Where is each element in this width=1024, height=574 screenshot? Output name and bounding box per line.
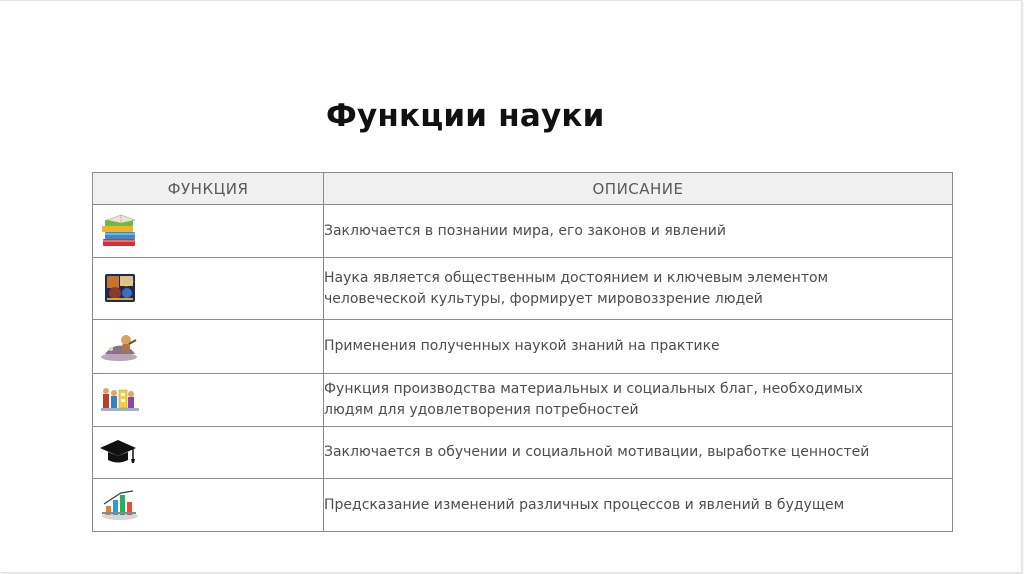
- graduation-cap-icon: [98, 437, 138, 469]
- function-cell: [93, 320, 324, 374]
- header-function: ФУНКЦИЯ: [93, 173, 324, 205]
- description-line: людям для удовлетворения потребностей: [324, 402, 639, 418]
- forecast-chart-icon: [99, 488, 141, 522]
- description-line: Предсказание изменений различных процессов и явлений в будущем: [324, 496, 845, 513]
- description-line: Заключается в познании мира, его законов и явлений: [324, 222, 726, 239]
- function-cell: [93, 205, 324, 258]
- function-cell: [93, 427, 324, 479]
- description-cell: [324, 320, 953, 374]
- description-cell: [324, 374, 953, 427]
- culture-collage-icon: [103, 271, 145, 307]
- description-cell: [324, 427, 953, 479]
- books-icon: [99, 213, 141, 249]
- description-cell: [324, 258, 953, 320]
- description-line: Заключается в обучении и социальной мотивации, выработке ценностей: [324, 444, 870, 460]
- description-line: Функция производства материальных и социальных благ, необходимых: [324, 381, 863, 397]
- description-cell: [324, 205, 953, 258]
- description-line: Наука является общественным достоянием и ключевым элементом: [324, 269, 829, 286]
- table-row: [93, 479, 953, 532]
- function-cell: [93, 258, 324, 320]
- function-cell: [93, 479, 324, 532]
- slide-title: Функции науки: [326, 98, 605, 134]
- functions-table: [92, 172, 953, 532]
- description-line: человеческой культуры, формирует мировоззрение людей: [324, 290, 763, 307]
- table-row: [93, 258, 953, 320]
- table-row: [93, 427, 953, 479]
- description-line: Применения полученных наукой знаний на практике: [324, 338, 720, 354]
- description-cell: [324, 479, 953, 532]
- table-row: [93, 374, 953, 427]
- hands-on-practice-icon: [99, 332, 141, 362]
- header-description: ОПИСАНИЕ: [324, 173, 953, 205]
- table-row: [93, 320, 953, 374]
- table-row: [93, 205, 953, 258]
- function-cell: [93, 374, 324, 427]
- table-header-row: [93, 173, 953, 205]
- production-people-icon: [99, 382, 141, 418]
